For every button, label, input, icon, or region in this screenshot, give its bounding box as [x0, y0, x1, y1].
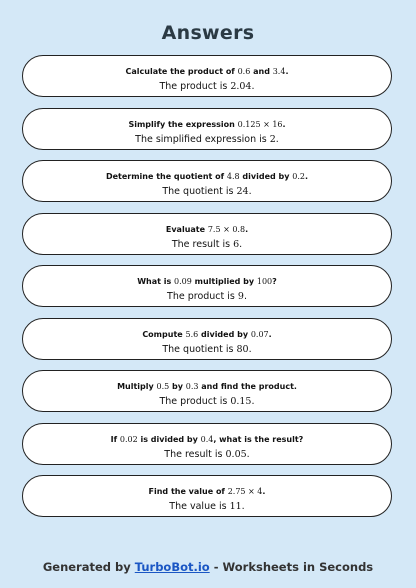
page-title: Answers — [161, 22, 255, 44]
answer-text: The result is 0.05. — [164, 448, 250, 460]
answer-text: The product is 0.15. — [159, 396, 255, 407]
question-text: Simplify the expression 0.125 × 16. — [128, 119, 286, 129]
answer-card — [22, 55, 392, 97]
answer-card — [22, 370, 392, 412]
question-text: Find the value of 2.75 × 4. — [148, 487, 266, 496]
question-text: If 0.02 is divided by 0.4, what is the result? — [110, 434, 304, 444]
answer-text: The quotient is 80. — [162, 343, 252, 355]
answer-card — [22, 265, 392, 307]
answer-card — [22, 213, 392, 255]
footer — [0, 560, 416, 574]
answer-text: The quotient is 24. — [162, 186, 252, 197]
question-text: Multiply 0.5 by 0.3 and find the product. — [117, 382, 297, 391]
answer-text: The product is 2.04. — [159, 81, 255, 92]
footer-suffix: - Worksheets in Seconds — [209, 560, 374, 574]
answer-text: The simplified expression is 2. — [135, 133, 279, 145]
answer-text: The value is 11. — [169, 501, 245, 512]
question-text: Evaluate 7.5 × 0.8. — [165, 224, 249, 234]
answer-text: The result is 6. — [171, 238, 243, 250]
footer-prefix: Generated by — [42, 560, 135, 574]
answer-card — [22, 318, 392, 360]
answer-text: The product is 9. — [167, 291, 247, 302]
answer-card — [22, 108, 392, 150]
question-text: Determine the quotient of 4.8 divided by 0.2. — [105, 172, 309, 181]
answer-card — [22, 160, 392, 202]
question-text: What is 0.09 multiplied by 100? — [137, 277, 277, 286]
answer-list — [22, 55, 392, 528]
question-text: Calculate the product of 0.6 and 3.4. — [125, 67, 289, 76]
answer-card — [22, 475, 392, 517]
answer-card — [22, 423, 392, 465]
turbobot-link[interactable]: TurboBot.io — [134, 560, 210, 574]
question-text: Compute 5.6 divided by 0.07. — [142, 329, 272, 339]
